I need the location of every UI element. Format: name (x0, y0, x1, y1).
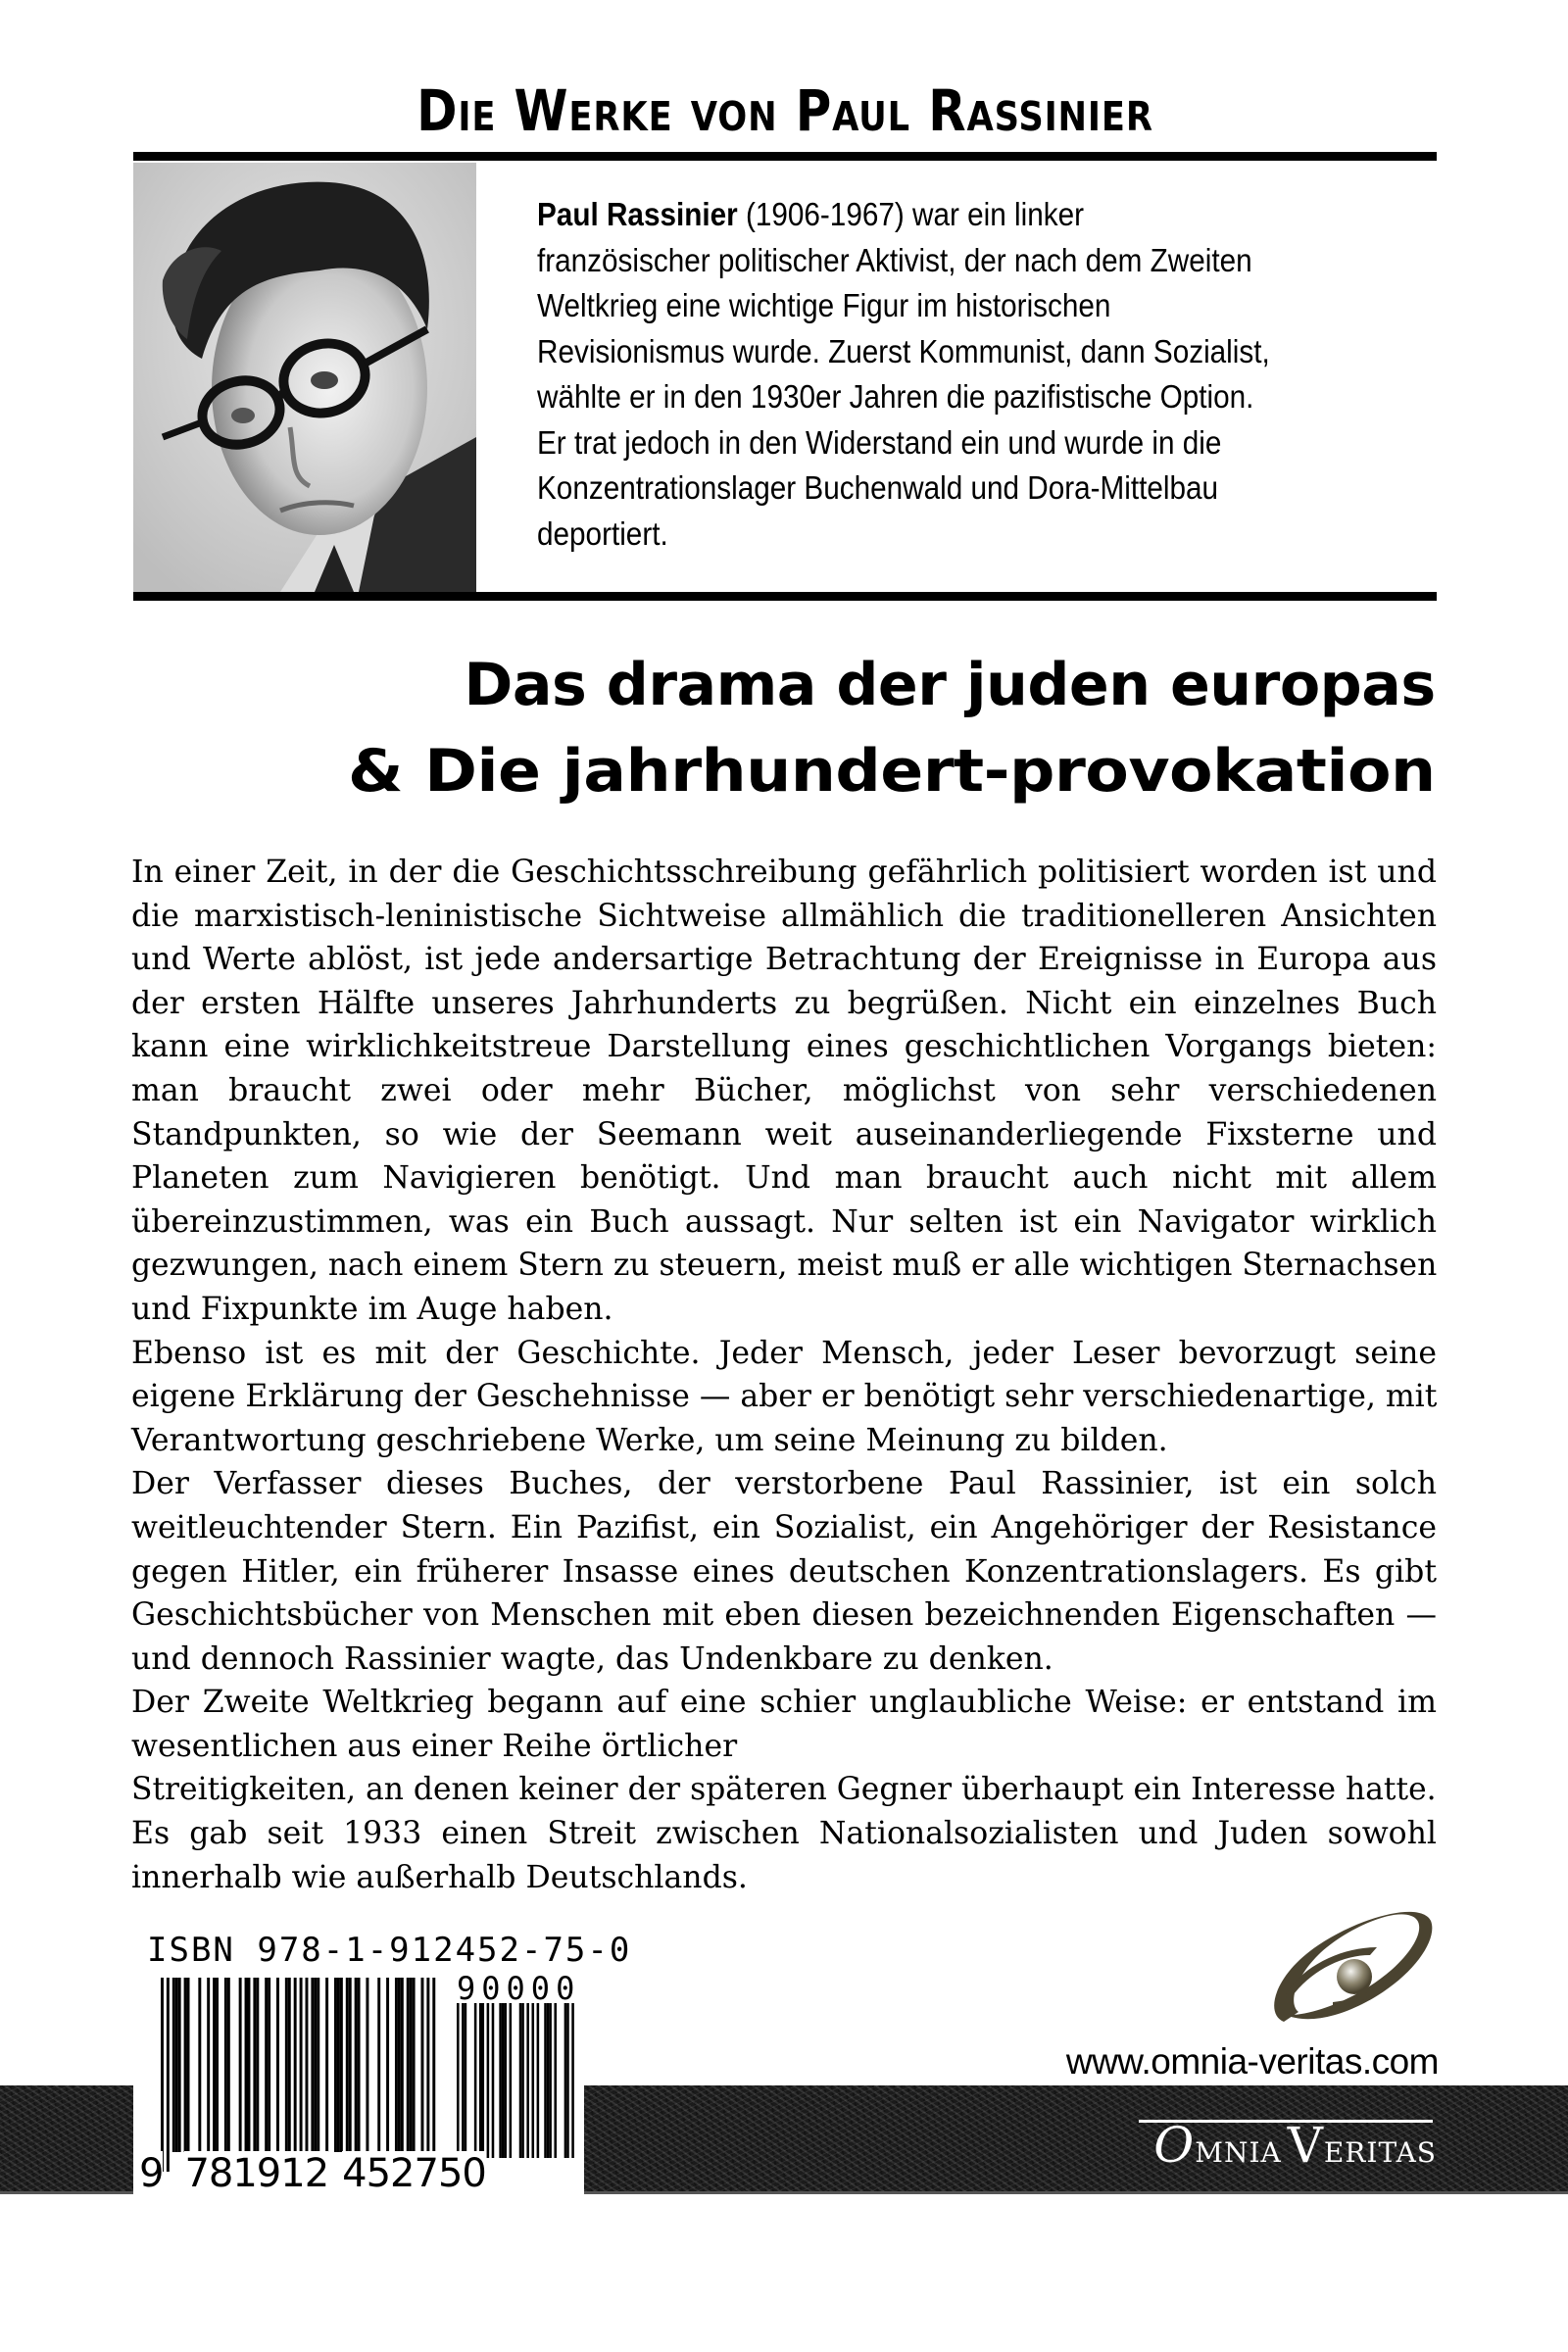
ean-first-digit: 9 (139, 2151, 164, 2196)
barcode-bar (184, 1978, 187, 2152)
series-title: Die Werke von Paul Rassinier (416, 77, 1153, 144)
addon-bar (532, 2003, 535, 2158)
isbn-label: ISBN 978-1-912452-75-0 (147, 1931, 632, 1970)
barcode-bar (410, 1978, 413, 2152)
barcode-bar (358, 1978, 361, 2152)
blurb-line: Planeten zum Navigieren benötigt. Und man braucht auch nicht mit allem (131, 1160, 1437, 1197)
blurb-line: kann eine wirklichkeitstreue Darstellung eines geschichtlichen Vorgangs bieten: (131, 1029, 1437, 1065)
blurb-line: gegen Hitler, ein früherer Insasse eines deutschen Konzentrationslagers. Es gibt (131, 1553, 1437, 1590)
blurb-line: und Werte ablöst, ist jede andersartige Betrachtung der Ereignisse in Europa aus (131, 942, 1437, 978)
barcode-bar (349, 1978, 352, 2152)
barcode-bar (311, 1978, 314, 2152)
addon-bar (554, 2003, 557, 2158)
blurb-line: In einer Zeit, in der die Geschichtsschreibung gefährlich politisiert worden ist und (131, 855, 1437, 890)
addon-bar (492, 2003, 495, 2158)
addon-bar (457, 2003, 460, 2158)
addon-bar (549, 2003, 552, 2158)
barcode-bar (366, 1978, 368, 2152)
addon-bar (521, 2003, 524, 2158)
addon-bar (462, 2003, 465, 2158)
addon-bar (504, 2003, 507, 2158)
blurb-line: weitleuchtender Stern. Ein Pazifist, ein Sozialist, ein Angehöriger der Resistance (131, 1509, 1437, 1545)
barcode-bar (187, 1978, 190, 2152)
footer-band-left (0, 2085, 133, 2194)
addon-bar (482, 2003, 485, 2158)
addon-bar (544, 2003, 547, 2158)
blurb-line: innerhalb wie außerhalb Deutschlands. (131, 1859, 748, 1895)
barcode-bar (268, 1978, 270, 2152)
barcode-bar (207, 1978, 210, 2152)
blurb-line: Der Zweite Weltkrieg begann auf eine schier unglaubliche Weise: er entstand im (131, 1685, 1437, 1721)
barcode-bar (175, 1978, 178, 2152)
blurb-line: gezwungen, nach einem Stern zu steuern, meist muß er alle wichtigen Sternachsen (131, 1248, 1438, 1284)
blurb-line: die marxistisch-leninistische Sichtweise allmählich die traditionelleren Ansichten (131, 898, 1437, 934)
addon-bar (519, 2003, 522, 2158)
barcode-bar (337, 1978, 340, 2152)
barcode-bar (172, 1978, 175, 2152)
book-title (348, 642, 1436, 814)
barcode-bar (178, 1978, 181, 2152)
barcode-bar (355, 1978, 358, 2152)
barcode-bar (407, 1978, 410, 2152)
ean-digits (139, 2151, 486, 2196)
barcode-bar (227, 1978, 230, 2152)
barcode-bar (213, 1978, 216, 2152)
author-portrait (133, 163, 476, 592)
blurb-line: man braucht zwei oder mehr Bücher, möglichst von sehr verschiedenen (131, 1072, 1437, 1108)
addon-bar (465, 2003, 467, 2158)
barcode-bar (285, 1978, 288, 2152)
blurb-line: und Fixpunkte im Auge haben. (131, 1291, 613, 1327)
barcode-bar (239, 1978, 242, 2152)
addon-bar (537, 2003, 540, 2158)
blurb-line: Es gab seit 1933 einen Streit zwischen Nationalsozialisten und Juden sowohl (131, 1816, 1437, 1852)
bio-line: Weltkrieg eine wichtige Figur im historischen (537, 287, 1111, 323)
addon-bar (571, 2003, 574, 2158)
addon-bar (499, 2003, 502, 2158)
blurb-line: Standpunkten, so wie der Seemann weit auseinanderliegende Fixsterne und (131, 1116, 1437, 1152)
blurb-line: Geschichtsbücher von Menschen mit eben diesen bezeichnenden Eigenschaften — (131, 1597, 1437, 1634)
barcode-addon: 90000 (457, 1970, 581, 2007)
bio-line: Er trat jedoch in den Widerstand ein und wurde in die (537, 423, 1222, 461)
barcode-bar (426, 1978, 429, 2172)
barcode-bar (314, 1978, 317, 2152)
barcode-bar (325, 1978, 328, 2152)
blurb-line: Ebenso ist es mit der Geschichte. Jeder Mensch, jeder Leser bevorzugt seine (131, 1335, 1437, 1371)
addon-bar (526, 2003, 529, 2158)
barcode-bar (256, 1978, 259, 2152)
addon-bar (564, 2003, 567, 2158)
bio-line: Paul Rassinier (1906-1967) war ein linker (537, 196, 1084, 232)
bio-line: Konzentrationslager Buchenwald und Dora-Mittelbau (537, 469, 1219, 506)
blurb-line: eigene Erklärung der Geschehnisse — aber er benötigt sehr verschiedenartige, mit (131, 1379, 1438, 1415)
barcode-bar (413, 1978, 416, 2152)
addon-bar (487, 2003, 490, 2158)
barcode-bar (395, 1978, 398, 2152)
barcode-bar (276, 1978, 279, 2152)
bio-line: französischer politischer Aktivist, der nach dem Zweiten (537, 241, 1252, 278)
barcode-bar (340, 1978, 343, 2152)
barcode-bar (306, 1978, 309, 2152)
book-title-line-2: & Die jahrhundert-provokation (348, 737, 1436, 806)
isbn-barcode (133, 1921, 632, 2205)
addon-bar (502, 2003, 505, 2158)
addon-bar (547, 2003, 550, 2158)
barcode-bar (432, 1978, 435, 2172)
barcode-bar (253, 1978, 256, 2152)
barcode-bar (401, 1978, 404, 2152)
barcode-bar (294, 1978, 297, 2172)
addon-bar (510, 2003, 513, 2158)
ean-left-group: 781912 (184, 2151, 329, 2196)
book-title-line-1: Das drama der juden europas (464, 651, 1436, 719)
barcode-bar (224, 1978, 227, 2152)
bio-line: wählte er in den 1930er Jahren die pazifistische Option. (537, 378, 1254, 415)
barcode-bar (386, 1978, 389, 2152)
addon-bar (566, 2003, 569, 2158)
publisher-brand: Omnia Veritas (1153, 2117, 1437, 2174)
bio-line: deportiert. (537, 514, 668, 552)
barcode-bar (198, 1978, 201, 2152)
eye-logo-icon (1264, 1896, 1436, 2029)
barcode-bar (300, 1978, 303, 2172)
barcode-bar (245, 1978, 248, 2152)
barcode-bar (334, 1978, 337, 2152)
barcode-bar (248, 1978, 251, 2152)
top-divider (133, 152, 1437, 161)
blurb-line: Verantwortung geschriebene Werke, um seine Meinung zu bilden. (131, 1422, 1168, 1458)
author-bio (537, 192, 1446, 557)
blurb-line: wesentlichen aus einer Reihe örtlicher (131, 1728, 738, 1764)
author-name: Paul Rassinier (537, 196, 738, 232)
middle-divider (133, 592, 1437, 601)
bio-line: Revisionismus wurde. Zuerst Kommunist, dann Sozialist, (537, 332, 1270, 369)
blurb-line: Der Verfasser dieses Buches, der verstorbene Paul Rassinier, ist ein solch (131, 1466, 1437, 1502)
blurb-line: übereinzustimmen, was ein Buch aussagt. Nur selten ist ein Navigator wirklich (131, 1203, 1437, 1240)
barcode-bar (317, 1978, 319, 2152)
barcode-bar (398, 1978, 401, 2152)
barcode-bar (216, 1978, 219, 2152)
addon-bar (479, 2003, 482, 2158)
addon-bar (474, 2003, 477, 2158)
barcode-bar (346, 1978, 349, 2152)
blurb-text (131, 851, 1437, 1899)
barcode-bar (265, 1978, 268, 2152)
blurb-line: Streitigkeiten, an denen keiner der späteren Gegner überhaupt ein Interesse hatte. (131, 1772, 1437, 1808)
barcode-bar (421, 1978, 424, 2152)
publisher-url[interactable]: www.omnia-veritas.com (1065, 2041, 1439, 2082)
barcode-bar (288, 1978, 291, 2152)
barcode-bar (161, 1978, 164, 2172)
blurb-line: der ersten Hälfte unseres Jahrhunderts zu begrüßen. Nicht ein einzelnes Buch (131, 985, 1437, 1021)
ean-right-group: 452750 (342, 2151, 486, 2196)
portrait-photo (133, 163, 476, 592)
barcode-bar (167, 1978, 170, 2172)
blurb-line: und dennoch Rassinier wagte, das Undenkbare zu denken. (131, 1641, 1054, 1677)
barcode-bar (377, 1978, 380, 2152)
